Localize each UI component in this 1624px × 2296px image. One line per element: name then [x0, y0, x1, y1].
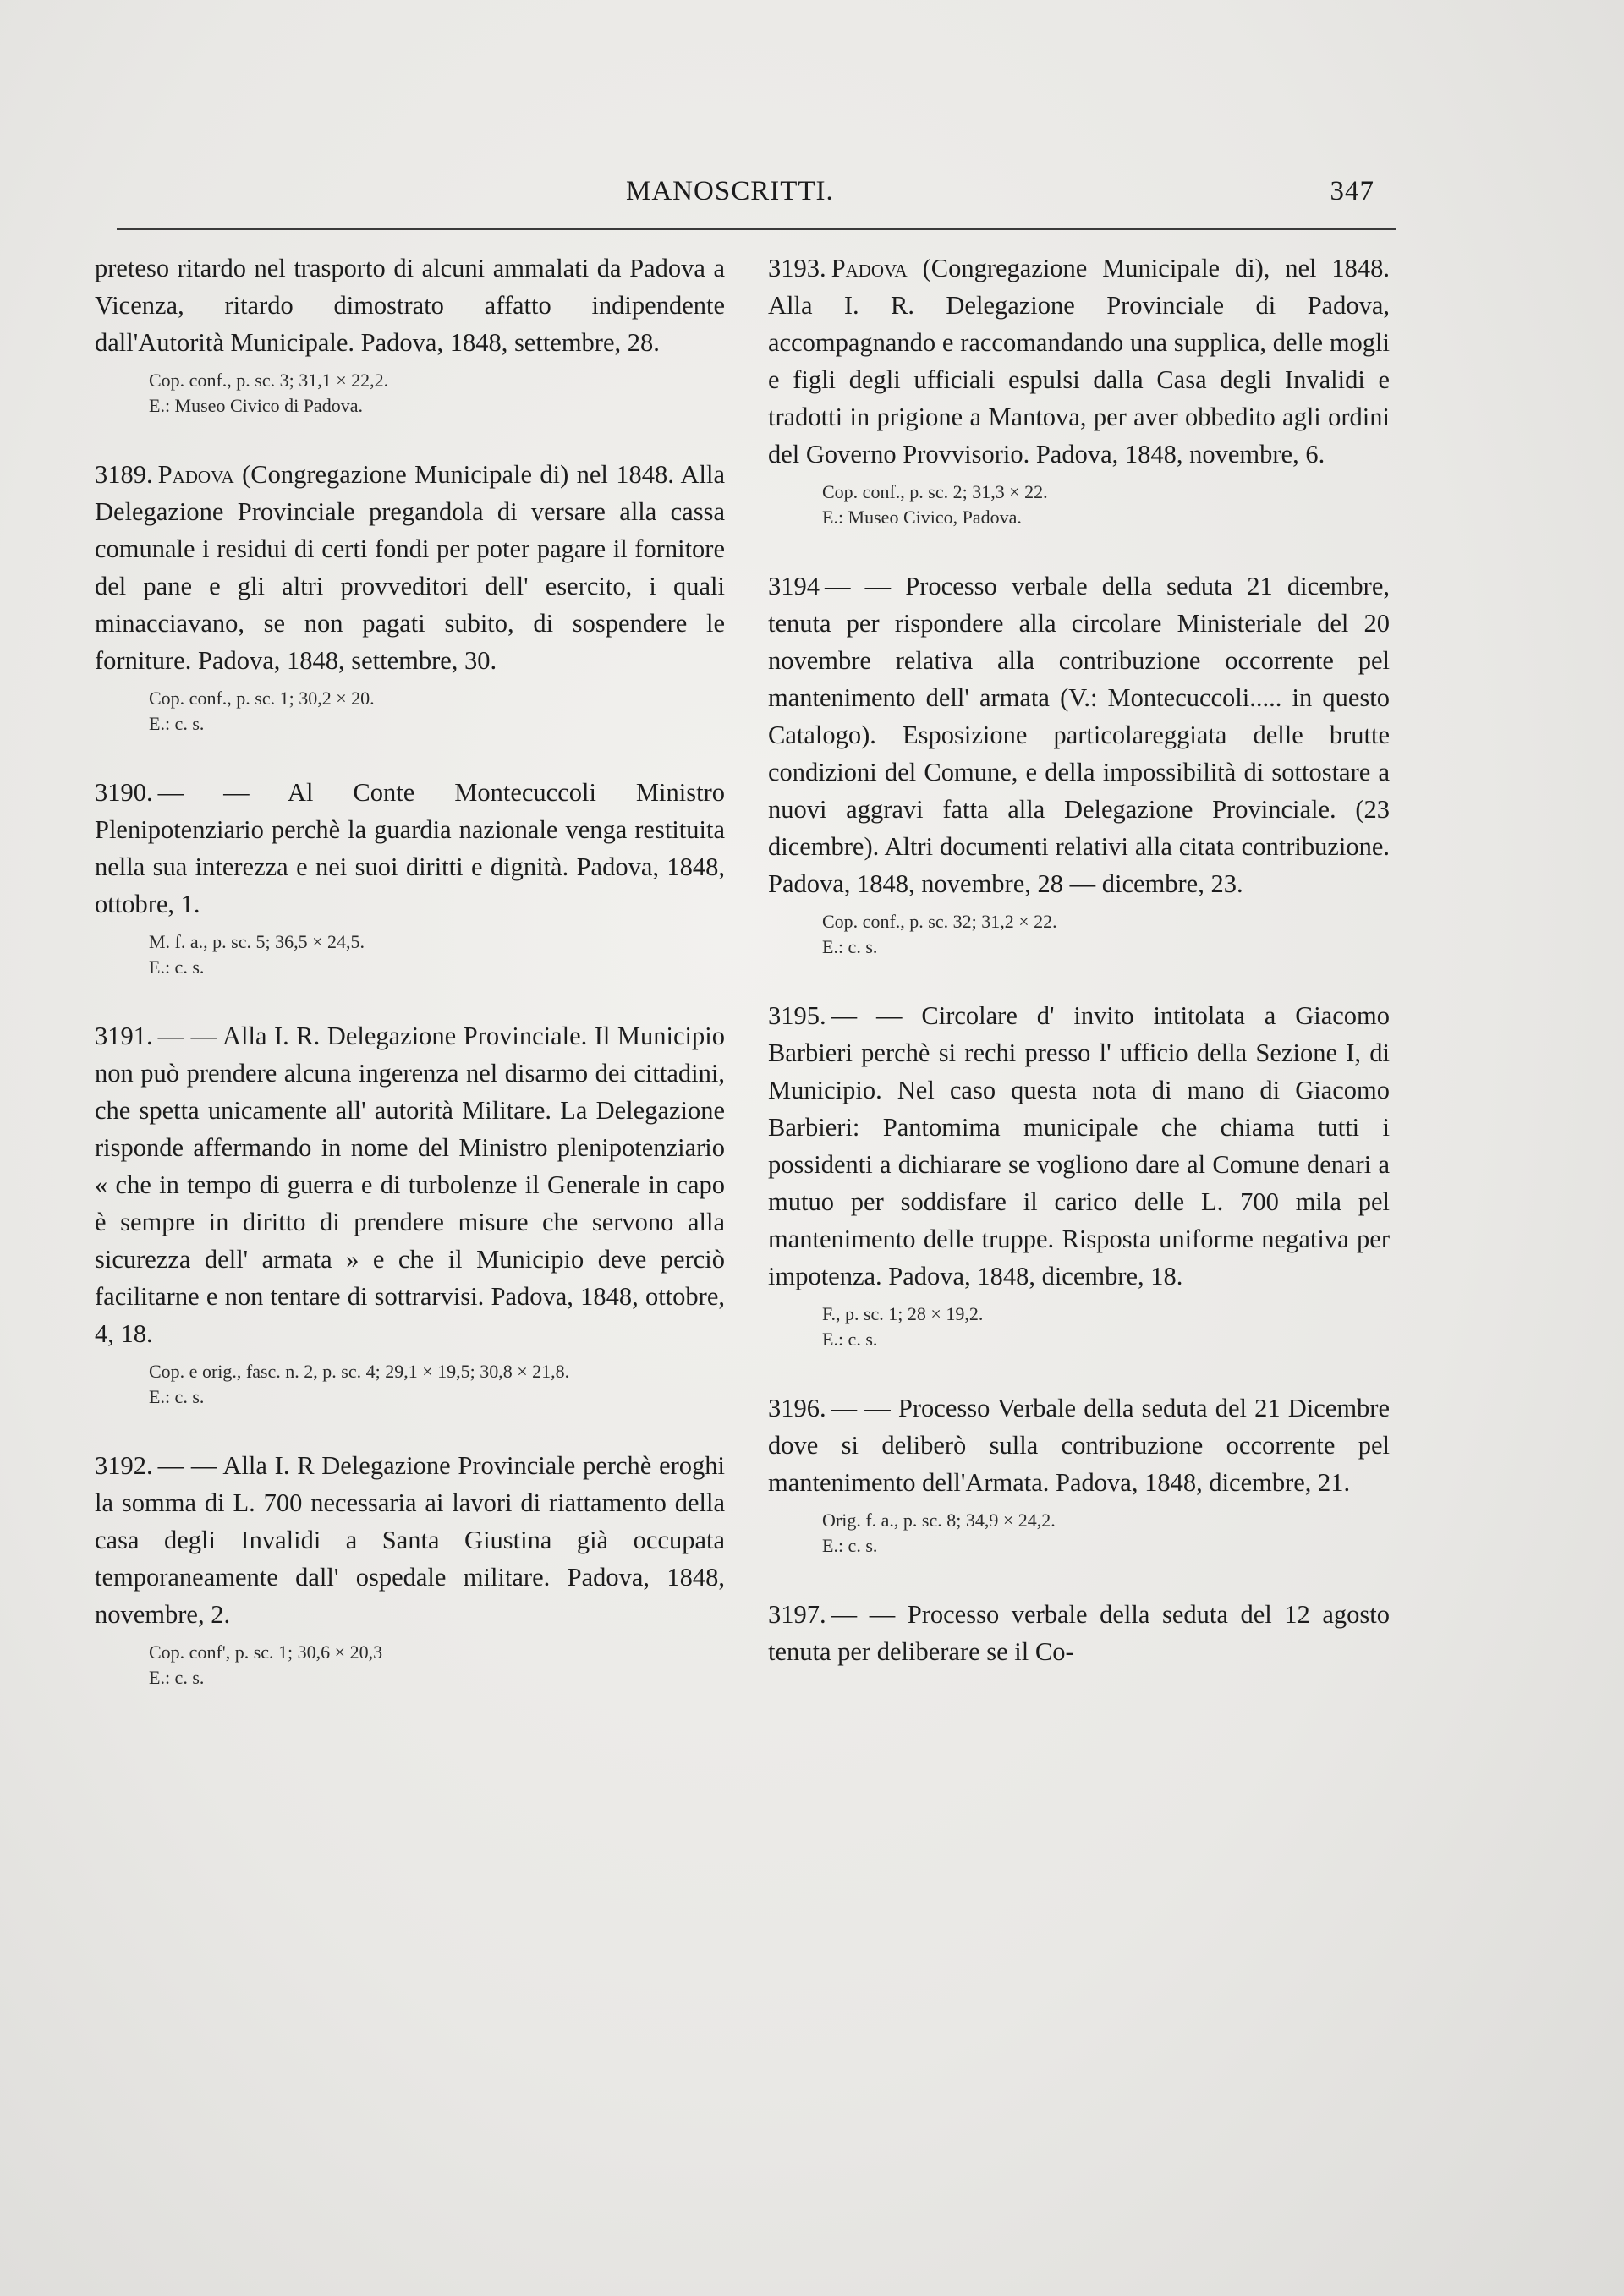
- entry-number: 3195.: [768, 1001, 826, 1030]
- header-rule: [117, 228, 1396, 230]
- entry-number: 3194: [768, 572, 820, 600]
- entry-note: Orig. f. a., p. sc. 8; 34,9 × 24,2.: [822, 1510, 1056, 1531]
- entry-number: 3189.: [95, 460, 153, 489]
- page-number: 347: [1330, 176, 1374, 206]
- entry-number: 3196.: [768, 1394, 826, 1422]
- entry-text: [768, 249, 1390, 473]
- entry-number: 3193.: [768, 254, 826, 282]
- entry-body: — — Processo verbale della seduta del 12 agosto tenuta per deliberare se il Co-: [768, 1600, 1390, 1666]
- entry-note: M. f. a., p. sc. 5; 36,5 × 24,5.: [149, 931, 365, 952]
- entry-heading: Padova: [831, 254, 908, 282]
- entry-text: [95, 249, 725, 361]
- entry-text: [95, 456, 725, 679]
- catalog-entry: [95, 1447, 725, 1690]
- catalog-entry: [768, 249, 1390, 530]
- catalog-entry: [95, 456, 725, 737]
- entry-note: Cop. conf', p. sc. 1; 30,6 × 20,3: [149, 1641, 383, 1663]
- entry-number: 3191.: [95, 1022, 153, 1050]
- catalog-entry: [95, 774, 725, 980]
- catalog-entry: [95, 249, 725, 419]
- entry-note: Cop. conf., p. sc. 32; 31,2 × 22.: [822, 911, 1057, 932]
- entry-note: E.: c. s.: [822, 936, 878, 957]
- entry-text: [768, 997, 1390, 1295]
- entry-body: preteso ritardo nel trasporto di alcuni ammalati da Padova a Vicenza, ritardo dimostrato affatto indipendente dall'Autorità Municipale. Padova, 1848, settembre, 28.: [95, 254, 725, 357]
- entry-note: E.: c. s.: [822, 1329, 878, 1350]
- catalog-entry: [768, 997, 1390, 1352]
- entry-body: — — Processo Verbale della seduta del 21 Dicembre dove si deliberò sulla contribuzione occorrente pel mantenimento dell'Armata. Padova, 1848, dicembre, 21.: [768, 1394, 1390, 1497]
- left-column: [95, 249, 725, 1728]
- entry-note: E.: Museo Civico, Padova.: [822, 507, 1022, 528]
- entry-note: E.: c. s.: [822, 1535, 878, 1556]
- entry-body: (Congregazione Municipale di), nel 1848. Alla I. R. Delegazione Provinciale di Padova, accompagnando e raccomandando una supplica, delle mogli e figli degli ufficiali espulsi dalla Casa degli Invalidi e tradotti in prigione a Mantova, per aver obbedito agli ordini del Governo Provvisorio. Padova, 1848, novembre, 6.: [768, 254, 1390, 469]
- entry-note: E.: c. s.: [149, 956, 205, 978]
- catalog-entry: [768, 1389, 1390, 1559]
- catalog-entry: [768, 1596, 1390, 1670]
- entry-note: Cop. conf., p. sc. 2; 31,3 × 22.: [822, 481, 1048, 502]
- entry-note: F., p. sc. 1; 28 × 19,2.: [822, 1303, 984, 1324]
- entry-note: Cop. conf., p. sc. 1; 30,2 × 20.: [149, 688, 375, 709]
- entry-note: E.: Museo Civico di Padova.: [149, 395, 363, 416]
- entry-text: [768, 1389, 1390, 1501]
- entry-body: — — Al Conte Montecuccoli Ministro Plenipotenziario perchè la guardia nazionale venga restituita nella sua interezza e nei suoi diritti e dignità. Padova, 1848, ottobre, 1.: [95, 778, 725, 918]
- entry-text: [768, 567, 1390, 902]
- running-title: MANOSCRITTI.: [626, 176, 834, 206]
- entry-number: 3197.: [768, 1600, 826, 1629]
- entry-number: 3190.: [95, 778, 153, 807]
- entry-heading: Padova: [157, 460, 234, 489]
- entry-number: 3192.: [95, 1451, 153, 1480]
- entry-note: Cop. conf., p. sc. 3; 31,1 × 22,2.: [149, 370, 389, 391]
- entry-note: E.: c. s.: [149, 1667, 205, 1688]
- entry-note: E.: c. s.: [149, 1386, 205, 1407]
- entry-note: Cop. e orig., fasc. n. 2, p. sc. 4; 29,1 × 19,5; 30,8 × 21,8.: [149, 1361, 570, 1382]
- entry-body: — — Alla I. R Delegazione Provinciale perchè eroghi la somma di L. 700 necessaria ai lavori di riattamento della casa degli Invalidi a Santa Giustina già occupata temporaneamente dall' ospedale militare. Padova, 1848, novembre, 2.: [95, 1451, 725, 1629]
- entry-body: — — Processo verbale della seduta 21 dicembre, tenuta per rispondere alla circolare Ministeriale del 20 novembre relativa alla contribuzione occorrente pel mantenimento dell' armata (V.: Montecuccoli..... in questo Catalogo). Esposizione particolareggiata delle brutte condizioni del Comune, e della impossibilità di sottostare a nuovi aggravi fatta alla Delegazione Provinciale. (23 dicembre). Altri documenti relativi alla citata contribuzione. Padova, 1848, novembre, 28 — dicembre, 23.: [768, 572, 1390, 898]
- entry-text: [95, 1447, 725, 1633]
- entry-note: E.: c. s.: [149, 713, 205, 734]
- entry-text: [95, 774, 725, 923]
- entry-text: [95, 1017, 725, 1352]
- catalog-entry: [768, 567, 1390, 960]
- catalog-entry: [95, 1017, 725, 1410]
- entry-text: [768, 1596, 1390, 1670]
- entry-body: — — Alla I. R. Delegazione Provinciale. Il Municipio non può prendere alcuna ingerenza nel disarmo dei cittadini, che spetta unicamente all' autorità Militare. La Delegazione risponde affermando in nome del Ministro plenipotenziario « che in tempo di guerra e di turbolenze il Generale in capo è sempre in diritto di prendere misure che servono alla sicurezza dell' armata » e che il Municipio deve perciò facilitarne e non tentare di sottrarvisi. Padova, 1848, ottobre, 4, 18.: [95, 1022, 725, 1348]
- entry-body: — — Circolare d' invito intitolata a Giacomo Barbieri perchè si rechi presso l' ufficio della Sezione I, di Municipio. Nel caso questa nota di mano di Giacomo Barbieri: Pantomima municipale che chiama tutti i possidenti a dichiarare se vogliono dare al Comune denari a mutuo per soddisfare il carico delle L. 700 mila pel mantenimento delle truppe. Risposta uniforme negativa per impotenza. Padova, 1848, dicembre, 18.: [768, 1001, 1390, 1290]
- right-column: [768, 249, 1390, 1707]
- entry-body: (Congregazione Municipale di) nel 1848. Alla Delegazione Provinciale pregandola di versare alla cassa comunale i residui di certi fondi per poter pagare il fornitore del pane e gli altri provveditori dell' esercito, i quali minacciavano, se non pagati subito, di sospendere le forniture. Padova, 1848, settembre, 30.: [95, 460, 726, 675]
